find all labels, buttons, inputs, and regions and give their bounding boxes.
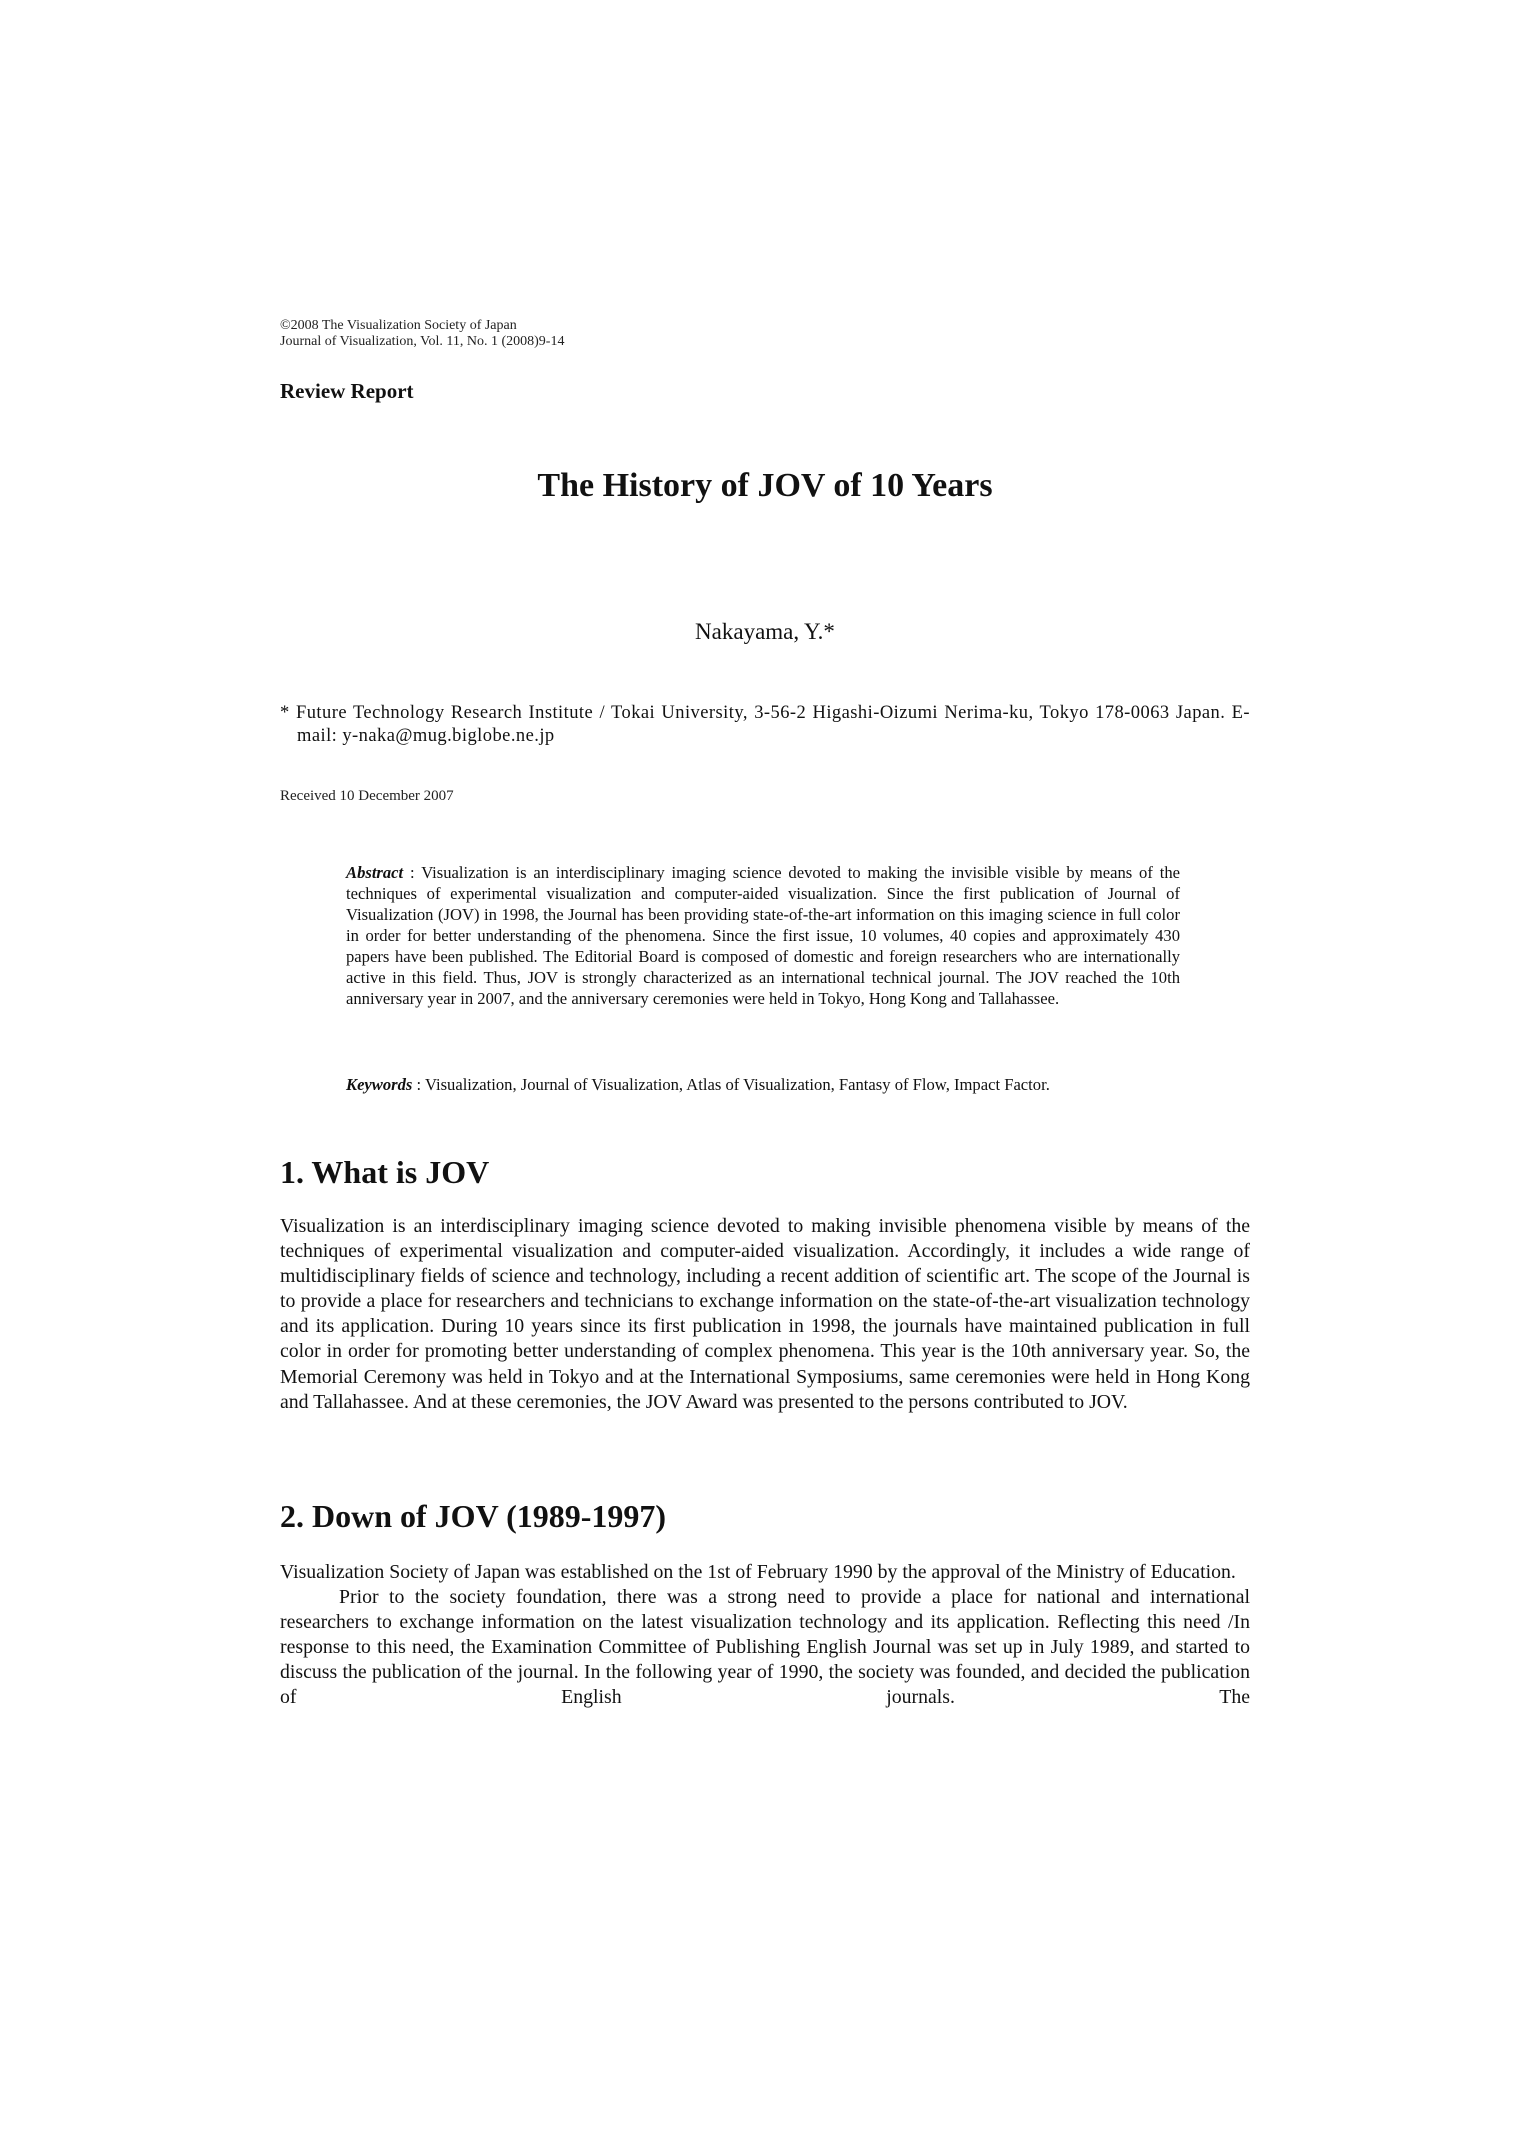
section-2-paragraph-2: Prior to the society foundation, there was a strong need to provide a place for national and international researchers to exchange information on the latest visualization technology and its application. Reflecting this need /In response to this need, the Examination Committee of Publishing English Journal was set up in July 1989, and started to discuss the publication of the journal. In the following year of 1990, the society was founded, and decided the publication of English journals. The [280,1586,1250,1709]
author-affiliation: * Future Technology Research Institute / Tokai University, 3-56-2 Higashi-Oizumi Nerima-ku, Tokyo 178-0063 Japan. E-mail: y-naka@mug.biglobe.ne.jp [280,703,1250,746]
paper-title: The History of JOV of 10 Years [537,467,993,504]
abstract-text: Visualization is an interdisciplinary imaging science devoted to making the invisible visible by means of the techniques of experimental visualization and computer-aided visualization. Since the first publication of Journal of Visualization (JOV) in 1998, the Journal has been providing state-of-the-art information on this imaging science in full color in order for better understanding of the phenomena. Since the first issue, 10 volumes, 40 copies and approximately 430 papers have been published. The Editorial Board is composed of domestic and foreign researchers who are internationally active in this field. Thus, JOV is strongly characterized as an international technical journal. The JOV reached the 10th anniversary year in 2007, and the anniversary ceremonies were held in Tokyo, Hong Kong and Tallahassee. [346,863,1180,1008]
section-heading-2: 2. Down of JOV (1989-1997) [280,1498,667,1534]
journal-header [280,318,980,350]
keywords-separator: : [412,1075,425,1094]
abstract-separator: : [403,863,422,882]
section-2-paragraph-1: Visualization Society of Japan was established on the 1st of February 1990 by the approval of the Ministry of Education. [280,1561,1236,1583]
abstract-label: Abstract [346,863,404,882]
abstract-block [346,862,1180,1009]
keywords-block [346,1074,1180,1095]
author-name: Nakayama, Y.* [695,619,835,644]
report-type: Review Report [280,379,414,403]
section-1-paragraph-1: Visualization is an interdisciplinary imaging science devoted to making invisible phenomena visible by means of the techniques of experimental visualization and computer-aided visualization. Accordingly, it includes a wide range of multidisciplinary fields of science and technology, including a recent addition of scientific art. The scope of the Journal is to provide a place for researchers and technicians to exchange information on the state-of-the-art visualization technology and its application. During 10 years since its first publication in 1998, the journals have maintained publication in full color in order for promoting better understanding of complex phenomena. This year is the 10th anniversary year. So, the Memorial Ceremony was held in Tokyo and at the International Symposiums, same ceremonies were held in Hong Kong and Tallahassee. And at these ceremonies, the JOV Award was presented to the persons contributed to JOV. [280,1215,1250,1413]
journal-citation: Journal of Visualization, Vol. 11, No. 1 (2008)9-14 [280,334,565,349]
keywords-text: Visualization, Journal of Visualization, Atlas of Visualization, Fantasy of Flow, Impact Factor. [424,1075,1050,1094]
section-2-body [280,1560,1250,1711]
received-date: Received 10 December 2007 [280,788,454,804]
section-1-body [280,1214,1250,1415]
section-heading-1: 1. What is JOV [280,1154,490,1190]
keywords-label: Keywords [346,1075,413,1094]
copyright-line: ©2008 The Visualization Society of Japan [280,318,517,333]
